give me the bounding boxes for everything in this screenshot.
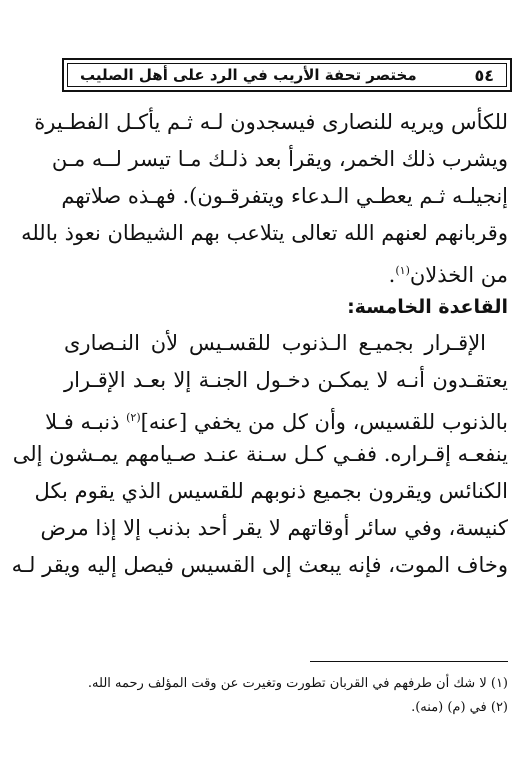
book-title: مختصر تحفة الأريب في الرد على أهل الصليب	[80, 66, 417, 84]
text-line: وخاف الموت، فإنه يبعث إلى القسيس فيصل إليه ويقر لـه	[11, 553, 508, 577]
footnote: (٢) في (م) (منه).	[411, 700, 508, 715]
text-line: يعتقـدون أنـه لا يمكـن دخـول الجنـة إلا بعـد الإقـرار	[64, 368, 508, 392]
footnote-ref: (١)	[395, 264, 410, 277]
page-body	[11, 104, 508, 584]
running-header	[62, 58, 512, 92]
text-line: وقربانهم لعنهم الله تعالى يتلاعب بهم الشيطان نعوذ بالله	[21, 221, 508, 245]
text-fragment: بالذنوب للقسيس، وأن كل من يخفي [عنه]	[140, 410, 508, 434]
text-fragment: .	[388, 263, 396, 287]
page-number: ٥٤	[474, 65, 494, 85]
text-line	[64, 252, 508, 289]
footnote-ref: (٢)	[126, 411, 141, 424]
text-fragment: ذنبـه فـلا	[45, 410, 127, 434]
running-header-frame	[67, 63, 507, 87]
text-line: إنجيلـه ثـم يعطـي الـدعاء ويتفرقـون). فهـذه صلاتهم	[61, 184, 508, 208]
text-line: كنيسة، وفي سائر أوقاتهم لا يقر أحد بذنب إلا إذا مرض	[40, 516, 508, 540]
text-line: الإقـرار بجميـع الـذنوب للقسـيس لأن النـصارى	[64, 331, 486, 355]
section-heading: القاعدة الخامسة:	[347, 296, 508, 318]
footnotes	[87, 672, 508, 720]
text-line: ويشرب ذلك الخمر، ويقرأ بعد ذلـك مـا تيسر لــه مـن	[51, 147, 508, 171]
footnote: (١) لا شك أن طرفهم في القربان تطورت وتغيرت عن وقت المؤلف رحمه الله.	[87, 676, 508, 691]
text-line: للكأس ويريه للنصارى فيسجدون لـه ثـم يأكـل الفطـيرة	[34, 110, 508, 134]
text-line	[45, 399, 508, 436]
text-fragment: من الخذلان	[409, 263, 508, 287]
footnote-divider	[310, 661, 508, 662]
text-line: الكنائس ويقرون بجميع ذنوبهم للقسيس الذي يقوم بكل	[34, 479, 508, 503]
text-line: ينفعـه إقـراره. ففـي كـل سـنة عنـد صـيامهم يمـشون إلى	[12, 442, 508, 466]
